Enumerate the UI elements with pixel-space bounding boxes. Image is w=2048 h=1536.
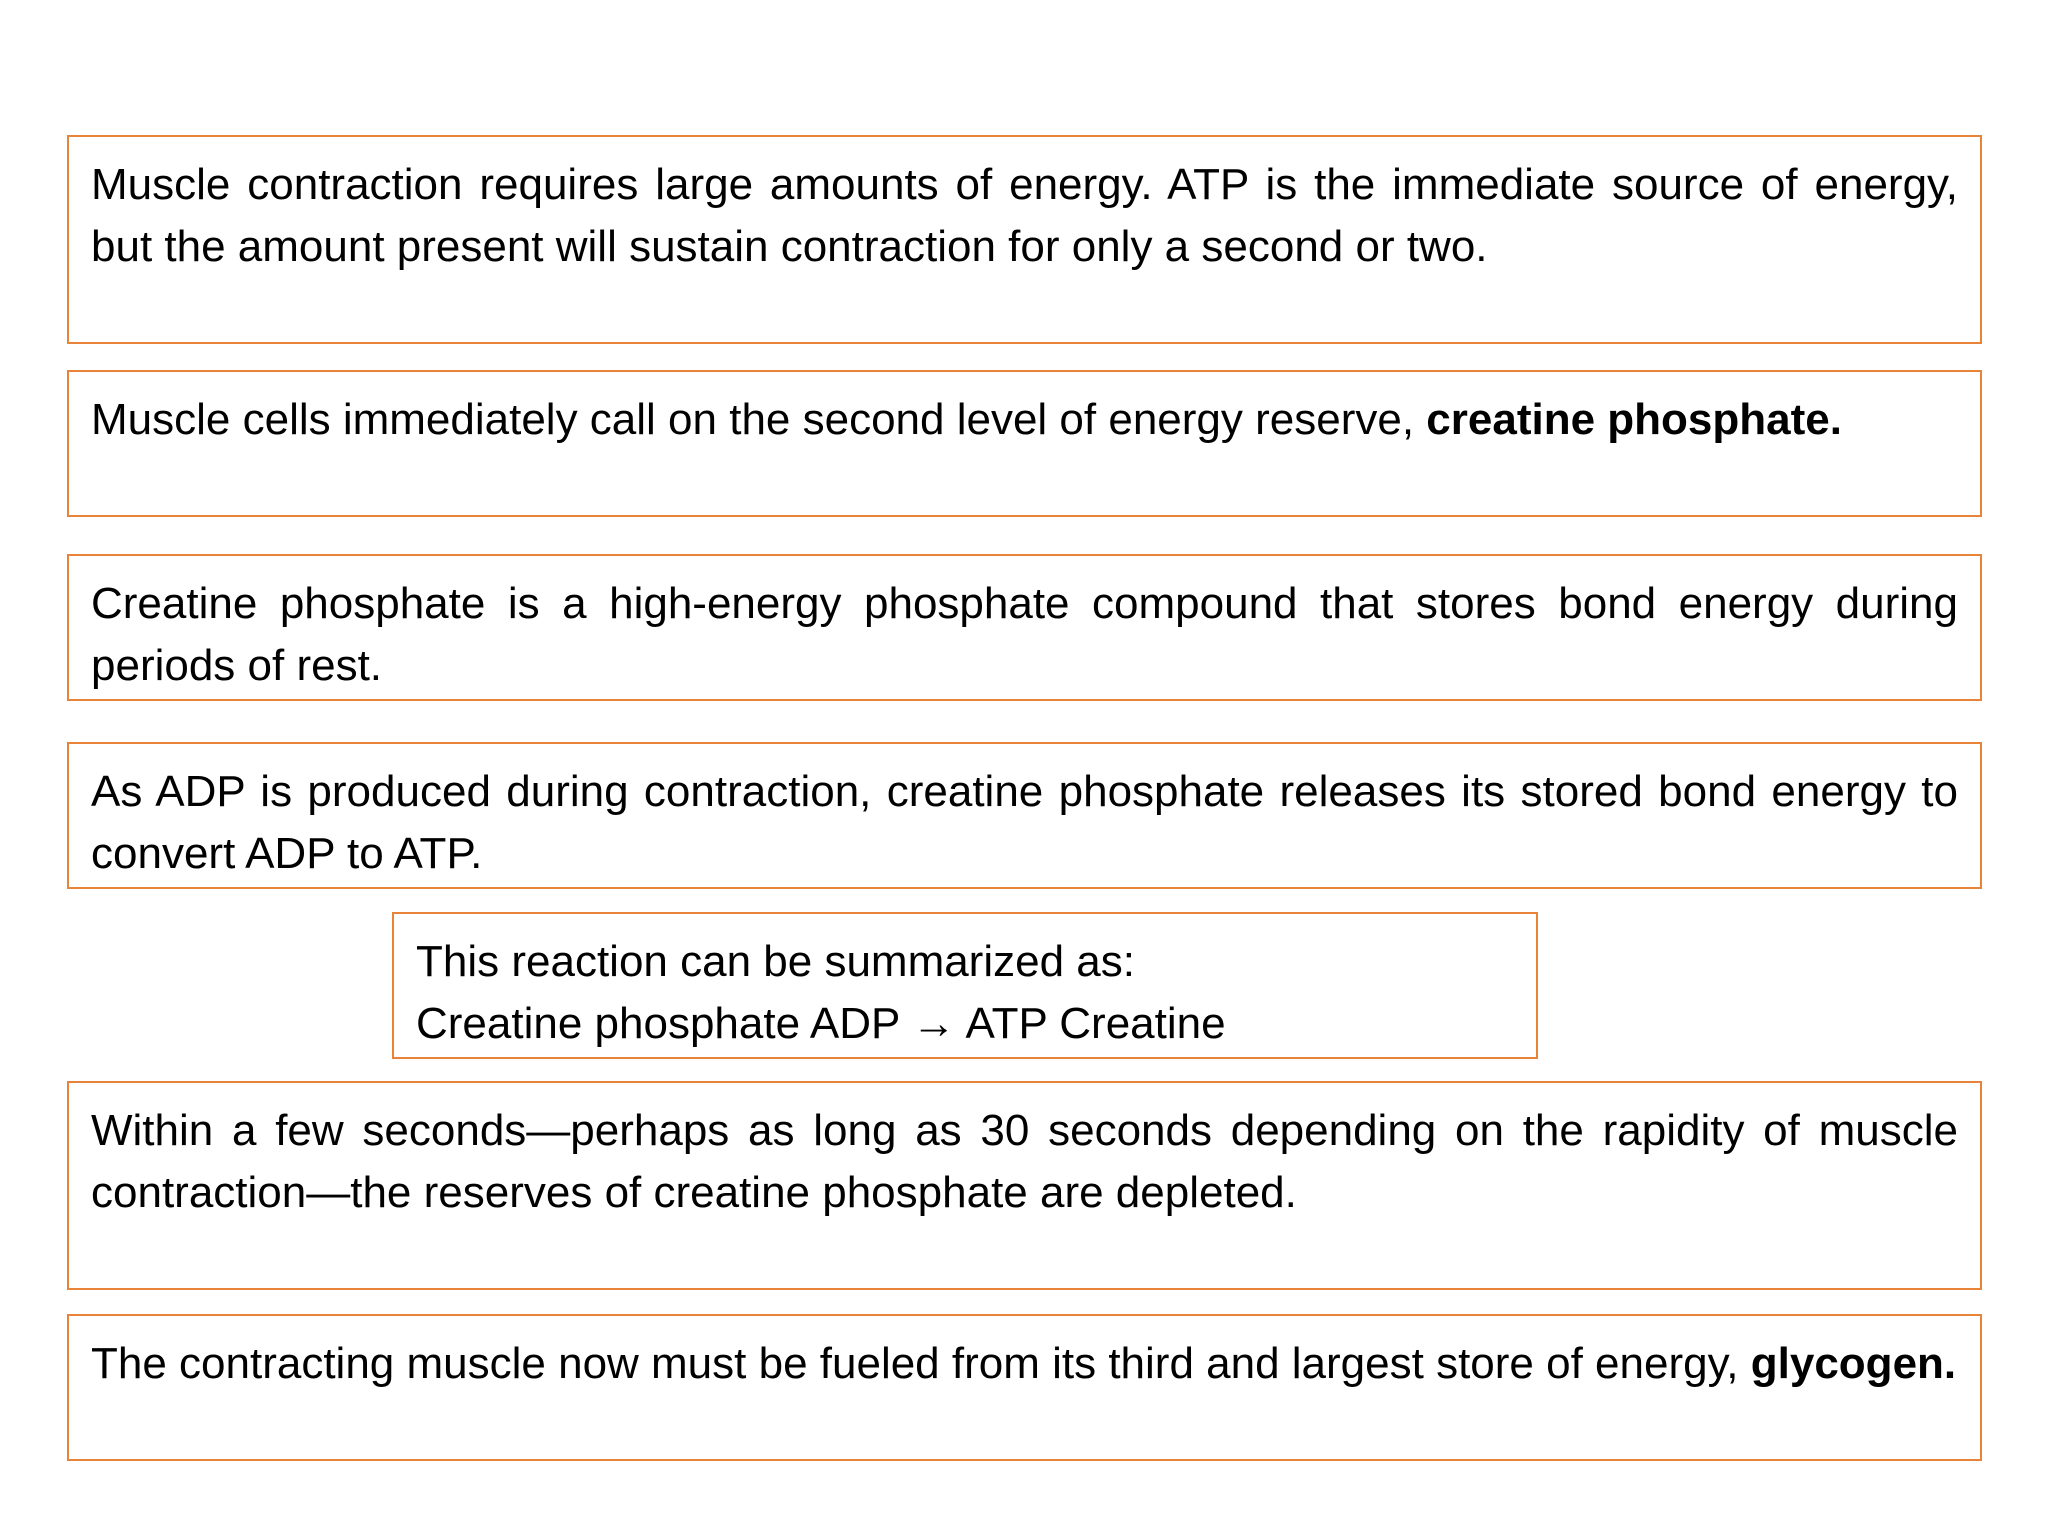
atp-energy-box: [67, 135, 1982, 344]
depletion-box: [67, 1081, 1982, 1290]
reaction-summary-intro: This reaction can be summarized as:: [416, 937, 1135, 986]
creatine-phosphate-bold: creatine phosphate.: [1426, 395, 1842, 444]
reaction-summary-box: [392, 912, 1538, 1059]
glycogen-bold: glycogen.: [1750, 1339, 1957, 1388]
glycogen-box: [67, 1314, 1982, 1461]
creatine-reserve-text: Muscle cells immediately call on the second level of energy reserve,: [91, 395, 1427, 444]
glycogen-text: The contracting muscle now must be fueled from its third and largest store of energy,: [91, 1339, 1751, 1388]
reaction-equation: Creatine phosphate ADP → ATP Creatine: [416, 999, 1226, 1048]
depletion-text: Within a few seconds—perhaps as long as 30 seconds depending on the rapidity of muscle contraction—the reserves of creatine phosphate are depleted.: [91, 1106, 1958, 1217]
adp-conversion-text: As ADP is produced during contraction, creatine phosphate releases its stored bond energy to convert ADP to ATP.: [91, 767, 1958, 878]
creatine-definition-text: Creatine phosphate is a high-energy phosphate compound that stores bond energy during periods of rest.: [91, 579, 1958, 690]
atp-energy-text: Muscle contraction requires large amounts of energy. ATP is the immediate source of energy, but the amount present will sustain contraction for only a second or two.: [91, 160, 1958, 271]
creatine-definition-box: [67, 554, 1982, 701]
creatine-reserve-box: [67, 370, 1982, 517]
adp-conversion-box: [67, 742, 1982, 889]
